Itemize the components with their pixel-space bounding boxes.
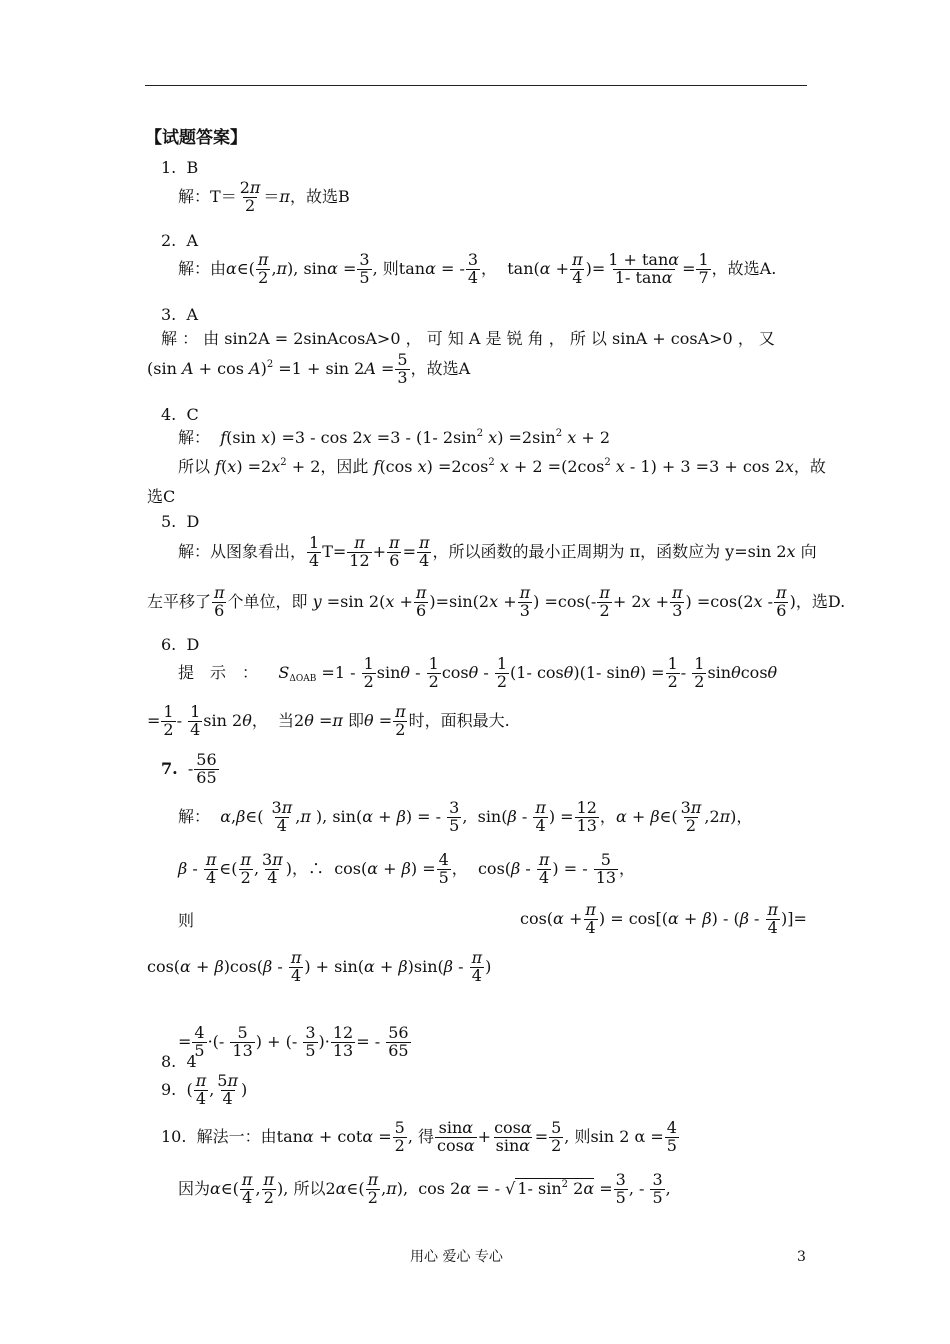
solution-5-line1: 解：从图象看出， $\frac{1}{4}$ T= $\frac{\pi}{12}$ + $\frac{\pi}{6}$ = $\frac{\pi}{4}$ ，所以函数的最小正周期为 π，函数应为 y=sin 2x 向 — [178, 533, 817, 570]
answer-10: 10. 解法一：由tanα + cotα = $\frac{5}{2}$ , 得 $\frac{\sin\alpha}{\cos\alpha}$ + $\frac{\cos\alpha}{\sin\alpha}$ = $\frac{5}{2}$ , 则sin 2 α = $\frac{4}{5}$ — [161, 1118, 677, 1155]
answer-3: 3. A — [161, 305, 198, 324]
solution-7-line5: = $\frac{4}{5}$ ·(- $\frac{5}{13}$ ) + (- $\frac{3}{5}$ )· $\frac{12}{13}$ = - $\frac{56}{65}$ — [178, 1023, 409, 1060]
answer-8: 8. 4 — [161, 1052, 197, 1071]
solution-10-line2: 因为α∈( $\frac{\pi}{4}$ , $\frac{\pi}{2}$ ), 所以2α∈( $\frac{\pi}{2}$ ,π), cos 2α = - √ 1- $\sin^2 2\alpha$ = $\frac{3}{5}$ , - $\frac{3}{5}$ , — [178, 1170, 671, 1207]
solution-4-line2: 所以 $f(x) =2x^2 + 2$，因此 f(cos $x) =2\cos^2$ $x + 2 =(2\cos^2$ x - 1) + 3 =3 + cos 2x，故 — [178, 457, 826, 476]
solution-3-line1: 解 ： 由 sin2A = 2sinAcosA>0 ， 可 知 A 是 锐 角 ， 所 以 sinA + cosA>0 ， 又 — [161, 329, 775, 348]
solution-2: 解：由α∈( $\frac{\pi}{2}$ ,π), sinα = $\frac{3}{5}$ , 则tanα = - $\frac{3}{4}$ ， tan(α + $\frac{\pi}{4}$ )= $\frac{1 + \tan\alpha}{1- \tan\alpha}$ = $\frac{1}{7}$ ，故选A. — [178, 250, 777, 287]
solution-6-line1: 提 示 ： $S_{\Delta OAB} =1$ - $\frac{1}{2}$ sinθ - $\frac{1}{2}$ cosθ - $\frac{1}{2}$ (1- cosθ)(1- sinθ) = $\frac{1}{2}$ - $\frac{1}{2}$ sinθcosθ — [178, 654, 778, 691]
header-rule — [145, 85, 807, 86]
solution-3-line2: (sin A + cos A)$^2$ =1 + sin 2A = $\frac{5}{3}$ ，故选A — [147, 350, 471, 387]
solution-7-line3: cos(α + $\frac{\pi}{4}$ ) = cos[(α + β) - (β - $\frac{\pi}{4}$ )]= — [520, 900, 807, 937]
solution-4-line1: 解： f(sin x) =3 - cos 2x =3 - (1- $2\sin^2$ $x) =2\sin^2$ x + 2 — [178, 428, 610, 447]
page-number: 3 — [797, 1249, 806, 1265]
footer-motto: 用心 爱心 专心 — [410, 1249, 503, 1265]
solution-7-then: 则 — [178, 911, 195, 930]
answer-7: 7. - $\frac{56}{65}$ — [161, 750, 217, 787]
answer-1: 1. B — [161, 158, 199, 177]
solution-7-line1: 解： α,β∈( $\frac{3\pi}{4}$ ,π ), sin(α + β) = - $\frac{3}{5}$ , sin(β - $\frac{\pi}{4}$ ) = $\frac{12}{13}$ ，α + β∈( $\frac{3\pi}{2}$ ,2π)， — [178, 798, 753, 835]
answer-4: 4. C — [161, 405, 199, 424]
solution-5-line2: 左平移了 $\frac{\pi}{6}$ 个单位，即 y =sin 2(x + $\frac{\pi}{6}$ )=sin(2x + $\frac{\pi}{3}$ ) =cos(- $\frac{\pi}{2}$ + 2x + $\frac{\pi}{3}$ ) =cos(2x - $\frac{\pi}{6}$ )，选D. — [147, 583, 846, 620]
answer-5: 5. D — [161, 512, 200, 531]
answer-2: 2. A — [161, 231, 198, 250]
solution-7-line2: β - $\frac{\pi}{4}$ ∈( $\frac{\pi}{2}$ , $\frac{3\pi}{4}$ )，∴ cos(α + β) = $\frac{4}{5}$ ， cos(β - $\frac{\pi}{4}$ ) = - $\frac{5}{13}$ ， — [178, 850, 636, 887]
solution-1: 解：T＝ $\frac{2\pi}{2}$ ＝π，故选B — [178, 178, 350, 215]
solution-4-line3: 选C — [147, 487, 176, 506]
answer-9: 9. ( $\frac{\pi}{4}$ , $\frac{5\pi}{4}$ ) — [161, 1071, 248, 1108]
solution-6-line2: = $\frac{1}{2}$ - $\frac{1}{4}$ sin 2θ， 当2θ =π 即θ = $\frac{\pi}{2}$ 时，面积最大. — [147, 702, 510, 739]
answer-6: 6. D — [161, 635, 200, 654]
solution-7-line4: cos(α + β)cos(β - $\frac{\pi}{4}$ ) + sin(α + β)sin(β - $\frac{\pi}{4}$ ) — [147, 948, 492, 985]
section-title: 【试题答案】 — [145, 128, 247, 148]
